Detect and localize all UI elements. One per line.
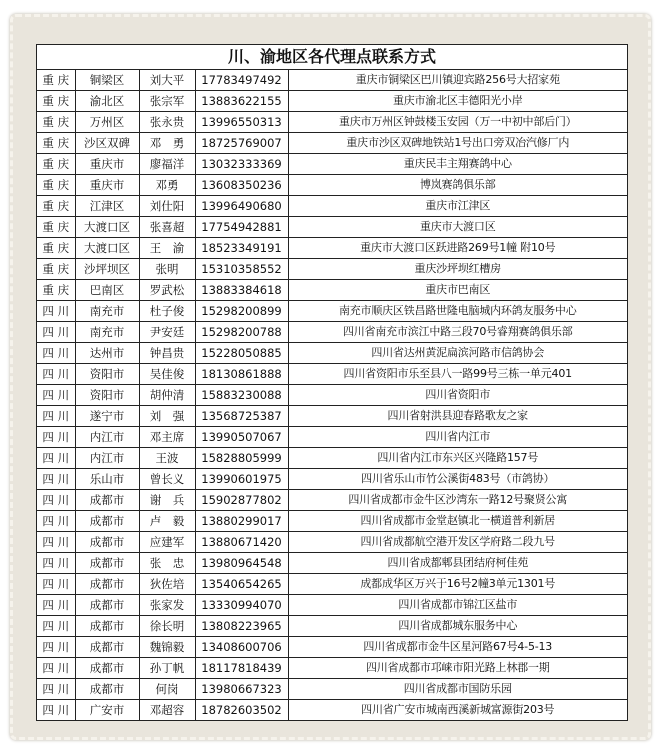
table-row <box>37 196 627 217</box>
contact-name-cell: 谢 兵 <box>139 490 195 511</box>
address-cell: 四川省南充市滨江中路三段70号睿翔赛鸽俱乐部 <box>288 322 627 343</box>
address-cell: 四川省成都市金牛区沙湾东一路12号聚贤公寓 <box>288 490 627 511</box>
sheet-title: 川、渝地区各代理点联系方式 <box>37 45 627 70</box>
contact-name-cell: 钟昌贵 <box>139 343 195 364</box>
contact-name-cell: 王 渝 <box>139 238 195 259</box>
province-cell: 重 庆 <box>37 238 75 259</box>
contact-name-cell: 邓主席 <box>139 427 195 448</box>
address-cell: 重庆市沙区双碑地铁站1号出口旁双冶汽修厂内 <box>288 133 627 154</box>
address-cell: 四川省内江市东兴区兴隆路157号 <box>288 448 627 469</box>
table-row <box>37 385 627 406</box>
city-cell: 重庆市 <box>75 175 139 196</box>
phone-cell: 18725769007 <box>195 133 288 154</box>
table-row <box>37 70 627 91</box>
contact-name-cell: 卢 毅 <box>139 511 195 532</box>
phone-cell: 13996490680 <box>195 196 288 217</box>
address-cell: 四川省资阳市 <box>288 385 627 406</box>
address-cell: 四川省成都市邛崃市阳光路上林郡一期 <box>288 658 627 679</box>
city-cell: 乐山市 <box>75 469 139 490</box>
table-row <box>37 637 627 658</box>
province-cell: 四 川 <box>37 532 75 553</box>
contact-name-cell: 邓勇 <box>139 175 195 196</box>
table-row <box>37 217 627 238</box>
contact-name-cell: 张永贵 <box>139 112 195 133</box>
address-cell: 四川省乐山市竹公溪街483号（市鸽协） <box>288 469 627 490</box>
table-row <box>37 322 627 343</box>
address-cell: 四川省达州黄泥扁滨河路市信鸽协会 <box>288 343 627 364</box>
table-row <box>37 511 627 532</box>
table-row <box>37 154 627 175</box>
city-cell: 铜梁区 <box>75 70 139 91</box>
phone-cell: 13608350236 <box>195 175 288 196</box>
address-cell: 重庆市巴南区 <box>288 280 627 301</box>
province-cell: 四 川 <box>37 679 75 700</box>
city-cell: 江津区 <box>75 196 139 217</box>
address-cell: 南充市顺庆区铁昌路世隆电脑城内环鸽友服务中心 <box>288 301 627 322</box>
city-cell: 成都市 <box>75 595 139 616</box>
city-cell: 万州区 <box>75 112 139 133</box>
city-cell: 大渡口区 <box>75 238 139 259</box>
province-cell: 四 川 <box>37 427 75 448</box>
contact-name-cell: 杜子俊 <box>139 301 195 322</box>
contact-name-cell: 刘大平 <box>139 70 195 91</box>
city-cell: 重庆市 <box>75 154 139 175</box>
phone-cell: 17783497492 <box>195 70 288 91</box>
province-cell: 重 庆 <box>37 112 75 133</box>
city-cell: 成都市 <box>75 679 139 700</box>
contact-name-cell: 刘 强 <box>139 406 195 427</box>
address-cell: 重庆市万州区钟鼓楼玉安园（万一中初中部后门） <box>288 112 627 133</box>
contact-name-cell: 张家发 <box>139 595 195 616</box>
address-cell: 成都成华区万兴于16号2幢3单元1301号 <box>288 574 627 595</box>
contact-name-cell: 刘仕阳 <box>139 196 195 217</box>
phone-cell: 13808223965 <box>195 616 288 637</box>
phone-cell: 13990601975 <box>195 469 288 490</box>
table-row <box>37 658 627 679</box>
address-cell: 四川省内江市 <box>288 427 627 448</box>
city-cell: 成都市 <box>75 574 139 595</box>
province-cell: 四 川 <box>37 343 75 364</box>
agent-contact-sheet <box>36 44 628 721</box>
province-cell: 重 庆 <box>37 196 75 217</box>
contact-name-cell: 孙丁帆 <box>139 658 195 679</box>
address-cell: 四川省成都航空港开发区学府路二段九号 <box>288 532 627 553</box>
province-cell: 重 庆 <box>37 259 75 280</box>
city-cell: 大渡口区 <box>75 217 139 238</box>
address-cell: 四川省广安市城南西溪新城富源街203号 <box>288 700 627 721</box>
address-cell: 重庆市江津区 <box>288 196 627 217</box>
contact-name-cell: 吴佳俊 <box>139 364 195 385</box>
table-row <box>37 259 627 280</box>
city-cell: 成都市 <box>75 490 139 511</box>
province-cell: 四 川 <box>37 616 75 637</box>
phone-cell: 17754942881 <box>195 217 288 238</box>
contact-name-cell: 张 忠 <box>139 553 195 574</box>
contact-name-cell: 曾长义 <box>139 469 195 490</box>
province-cell: 重 庆 <box>37 154 75 175</box>
phone-cell: 18117818439 <box>195 658 288 679</box>
address-cell: 四川省成都郫县团结府柯佳苑 <box>288 553 627 574</box>
city-cell: 成都市 <box>75 658 139 679</box>
phone-cell: 13408600706 <box>195 637 288 658</box>
contact-name-cell: 应建军 <box>139 532 195 553</box>
phone-cell: 18130861888 <box>195 364 288 385</box>
table-row <box>37 616 627 637</box>
province-cell: 四 川 <box>37 490 75 511</box>
phone-cell: 15902877802 <box>195 490 288 511</box>
contact-name-cell: 张喜超 <box>139 217 195 238</box>
province-cell: 四 川 <box>37 553 75 574</box>
phone-cell: 15298200899 <box>195 301 288 322</box>
address-cell: 重庆市大渡口区跃进路269号1幢 附10号 <box>288 238 627 259</box>
phone-cell: 13880299017 <box>195 511 288 532</box>
table-row <box>37 364 627 385</box>
phone-cell: 15228050885 <box>195 343 288 364</box>
province-cell: 重 庆 <box>37 217 75 238</box>
contact-name-cell: 何岗 <box>139 679 195 700</box>
province-cell: 四 川 <box>37 637 75 658</box>
table-row <box>37 175 627 196</box>
phone-cell: 13032333369 <box>195 154 288 175</box>
contact-name-cell: 魏锦毅 <box>139 637 195 658</box>
table-row <box>37 343 627 364</box>
phone-cell: 13883384618 <box>195 280 288 301</box>
address-cell: 博岚赛鸽俱乐部 <box>288 175 627 196</box>
phone-cell: 18523349191 <box>195 238 288 259</box>
contact-name-cell: 徐长明 <box>139 616 195 637</box>
city-cell: 资阳市 <box>75 385 139 406</box>
table-row <box>37 553 627 574</box>
contact-name-cell: 胡仲清 <box>139 385 195 406</box>
address-cell: 重庆市大渡口区 <box>288 217 627 238</box>
province-cell: 四 川 <box>37 658 75 679</box>
address-cell: 重庆市铜梁区巴川镇迎宾路256号大招家苑 <box>288 70 627 91</box>
phone-cell: 13980667323 <box>195 679 288 700</box>
province-cell: 四 川 <box>37 322 75 343</box>
table-row <box>37 238 627 259</box>
contact-name-cell: 张宗军 <box>139 91 195 112</box>
table-row <box>37 91 627 112</box>
phone-cell: 18782603502 <box>195 700 288 721</box>
city-cell: 成都市 <box>75 511 139 532</box>
phone-cell: 15298200788 <box>195 322 288 343</box>
city-cell: 沙坪坝区 <box>75 259 139 280</box>
city-cell: 广安市 <box>75 700 139 721</box>
address-cell: 四川省资阳市乐至县八一路99号三栋一单元401 <box>288 364 627 385</box>
city-cell: 成都市 <box>75 616 139 637</box>
city-cell: 内江市 <box>75 448 139 469</box>
city-cell: 成都市 <box>75 553 139 574</box>
table-row <box>37 406 627 427</box>
table-row <box>37 532 627 553</box>
phone-cell: 13980964548 <box>195 553 288 574</box>
table-row <box>37 574 627 595</box>
contact-name-cell: 尹安廷 <box>139 322 195 343</box>
table-row <box>37 679 627 700</box>
table-row <box>37 280 627 301</box>
phone-cell: 15883230088 <box>195 385 288 406</box>
table-row <box>37 112 627 133</box>
address-cell: 重庆沙坪坝红槽房 <box>288 259 627 280</box>
province-cell: 重 庆 <box>37 280 75 301</box>
phone-cell: 13883622155 <box>195 91 288 112</box>
city-cell: 成都市 <box>75 532 139 553</box>
address-cell: 重庆市渝北区丰德阳光小岸 <box>288 91 627 112</box>
address-cell: 四川省成都城东服务中心 <box>288 616 627 637</box>
contact-name-cell: 邓 勇 <box>139 133 195 154</box>
address-cell: 四川省成都市金堂赵镇北一横道普利新居 <box>288 511 627 532</box>
province-cell: 重 庆 <box>37 91 75 112</box>
table-row <box>37 469 627 490</box>
phone-cell: 13540654265 <box>195 574 288 595</box>
city-cell: 成都市 <box>75 637 139 658</box>
city-cell: 达州市 <box>75 343 139 364</box>
phone-cell: 13996550313 <box>195 112 288 133</box>
city-cell: 南充市 <box>75 301 139 322</box>
province-cell: 四 川 <box>37 511 75 532</box>
province-cell: 重 庆 <box>37 175 75 196</box>
phone-cell: 13330994070 <box>195 595 288 616</box>
phone-cell: 13568725387 <box>195 406 288 427</box>
address-cell: 四川省射洪县迎春路歌友之家 <box>288 406 627 427</box>
city-cell: 巴南区 <box>75 280 139 301</box>
city-cell: 遂宁市 <box>75 406 139 427</box>
contact-name-cell: 罗武松 <box>139 280 195 301</box>
province-cell: 四 川 <box>37 364 75 385</box>
province-cell: 四 川 <box>37 301 75 322</box>
contact-table-body <box>37 70 627 720</box>
table-row <box>37 490 627 511</box>
city-cell: 渝北区 <box>75 91 139 112</box>
province-cell: 四 川 <box>37 595 75 616</box>
table-row <box>37 427 627 448</box>
phone-cell: 15310358552 <box>195 259 288 280</box>
phone-cell: 15828805999 <box>195 448 288 469</box>
province-cell: 四 川 <box>37 700 75 721</box>
city-cell: 南充市 <box>75 322 139 343</box>
city-cell: 资阳市 <box>75 364 139 385</box>
table-row <box>37 133 627 154</box>
city-cell: 沙区双碑 <box>75 133 139 154</box>
table-row <box>37 595 627 616</box>
contact-name-cell: 邓超容 <box>139 700 195 721</box>
address-cell: 四川省成都市国防乐园 <box>288 679 627 700</box>
contact-name-cell: 王波 <box>139 448 195 469</box>
province-cell: 四 川 <box>37 574 75 595</box>
contact-name-cell: 狄佐培 <box>139 574 195 595</box>
province-cell: 四 川 <box>37 469 75 490</box>
contact-table <box>37 70 627 720</box>
address-cell: 四川省成都市锦江区盐市 <box>288 595 627 616</box>
table-row <box>37 301 627 322</box>
city-cell: 内江市 <box>75 427 139 448</box>
address-cell: 重庆民丰主翔赛鸽中心 <box>288 154 627 175</box>
province-cell: 重 庆 <box>37 133 75 154</box>
province-cell: 四 川 <box>37 448 75 469</box>
contact-name-cell: 张明 <box>139 259 195 280</box>
province-cell: 四 川 <box>37 406 75 427</box>
phone-cell: 13880671420 <box>195 532 288 553</box>
contact-name-cell: 廖福洋 <box>139 154 195 175</box>
province-cell: 四 川 <box>37 385 75 406</box>
table-row <box>37 448 627 469</box>
province-cell: 重 庆 <box>37 70 75 91</box>
phone-cell: 13990507067 <box>195 427 288 448</box>
address-cell: 四川省成都市金牛区星河路67号4-5-13 <box>288 637 627 658</box>
table-row <box>37 700 627 721</box>
